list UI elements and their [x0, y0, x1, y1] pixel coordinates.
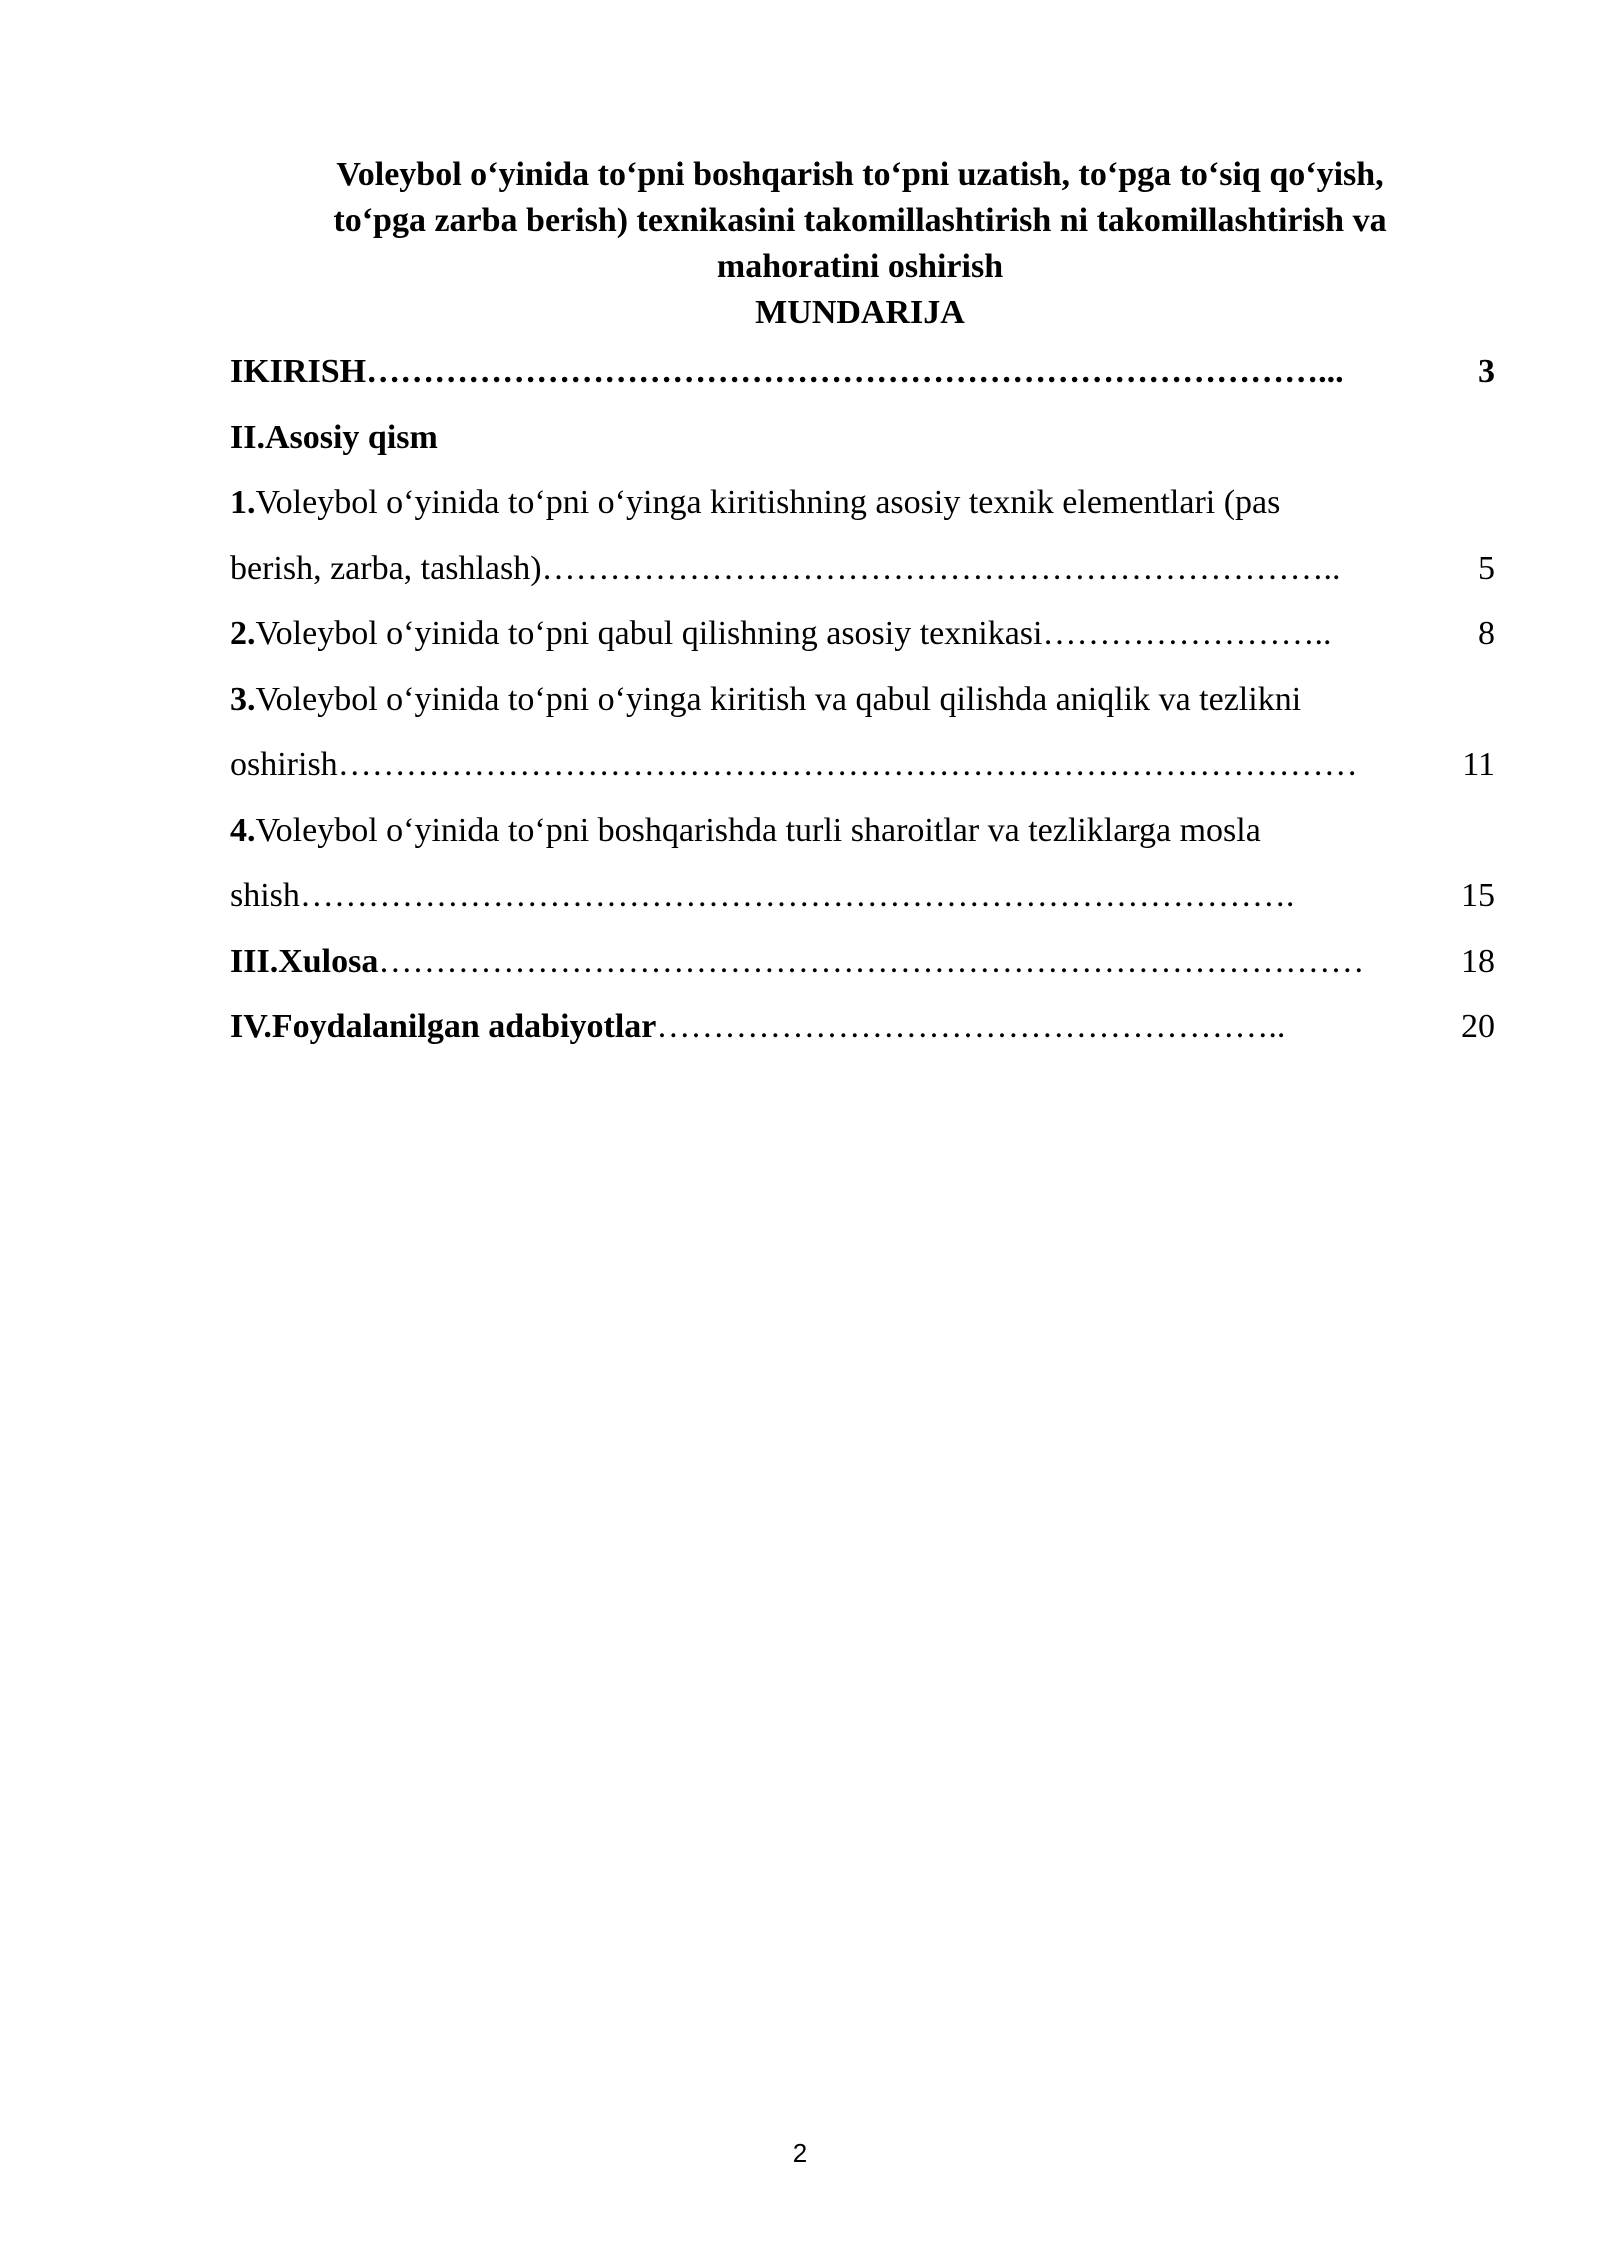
toc-leader-dots: …………………………………………………………………………... [366, 353, 1344, 390]
toc-page-number: 20 [1461, 1008, 1495, 1045]
toc-leader-dots: …………………………………………………………………………… [378, 942, 1365, 980]
toc-entry-3-line-1 [230, 667, 1495, 733]
toc-entry-number: 4. [230, 811, 256, 849]
toc-entry-text: Voleybol o‘yinida to‘pni boshqarishda turli sharoitlar va tezliklarga mosla [255, 811, 1261, 849]
toc-entry-2 [230, 601, 1495, 667]
toc-page-number: 18 [1461, 942, 1495, 980]
title-line-3: mahoratini oshirish [716, 248, 1004, 285]
toc-leader-dots: ……………………………………………………………………………. [299, 877, 1295, 914]
toc-page-number: 11 [1462, 746, 1495, 783]
toc-section-main [230, 405, 1495, 471]
toc-entry-label: IV.Foydalanilgan adabiyotlar [230, 1008, 657, 1045]
table-of-contents [230, 339, 1495, 1060]
toc-leader-dots: …………………….. [1042, 615, 1332, 652]
toc-entry-1-line-2 [230, 536, 1495, 602]
toc-entry-text: oshirish [230, 746, 338, 783]
toc-leader-dots: …………………………………………………………….. [541, 549, 1341, 587]
toc-entry-text: berish, zarba, tashlash) [230, 549, 542, 587]
toc-entry-1-line-1 [230, 470, 1495, 536]
toc-entry-text: Voleybol o‘yinida to‘pni qabul qilishning asosiy texnikasi [255, 615, 1043, 652]
page-number-footer: 2 [792, 2138, 808, 2168]
toc-page-number: 15 [1461, 877, 1495, 914]
toc-entry-number: 1. [230, 484, 256, 521]
toc-entry-conclusion [230, 929, 1495, 995]
toc-entry-text: Voleybol o‘yinida to‘pni o‘yinga kiritishning asosiy texnik elementlari (pas [255, 484, 1281, 521]
toc-entry-4-line-1 [230, 798, 1495, 864]
toc-entry-number: 2. [230, 615, 256, 652]
title-line-1: Voleybol o‘yinida to‘pni boshqarish to‘pni uzatish, to‘pga to‘siq qo‘yish, [336, 156, 1384, 193]
document-title [230, 152, 1490, 336]
toc-entry-text: shish [230, 877, 300, 914]
toc-entry-4-line-2 [230, 863, 1495, 929]
title-line-2: to‘pga zarba berish) texnikasini takomillashtirish ni takomillashtirish va [333, 202, 1387, 239]
toc-leader-dots: ……………………………………………….. [656, 1008, 1286, 1045]
toc-entry-3-line-2 [230, 732, 1495, 798]
toc-heading: MUNDARIJA [755, 294, 965, 331]
toc-entry-number: 3. [230, 680, 256, 718]
toc-entry-label: IKIRISH [230, 353, 367, 390]
toc-entry-label: III.Xulosa [230, 942, 379, 980]
toc-page-number: 3 [1478, 353, 1495, 390]
toc-entry-intro [230, 339, 1495, 405]
toc-entry-text: Voleybol o‘yinida to‘pni o‘yinga kiritish va qabul qilishda aniqlik va tezlikni [255, 680, 1302, 718]
toc-section-label: II.Asosiy qism [230, 418, 438, 456]
toc-page-number: 5 [1478, 549, 1495, 587]
toc-leader-dots: ……………………………………………………………………………… [337, 746, 1358, 783]
toc-page-number: 8 [1478, 615, 1495, 652]
toc-entry-references [230, 994, 1495, 1060]
